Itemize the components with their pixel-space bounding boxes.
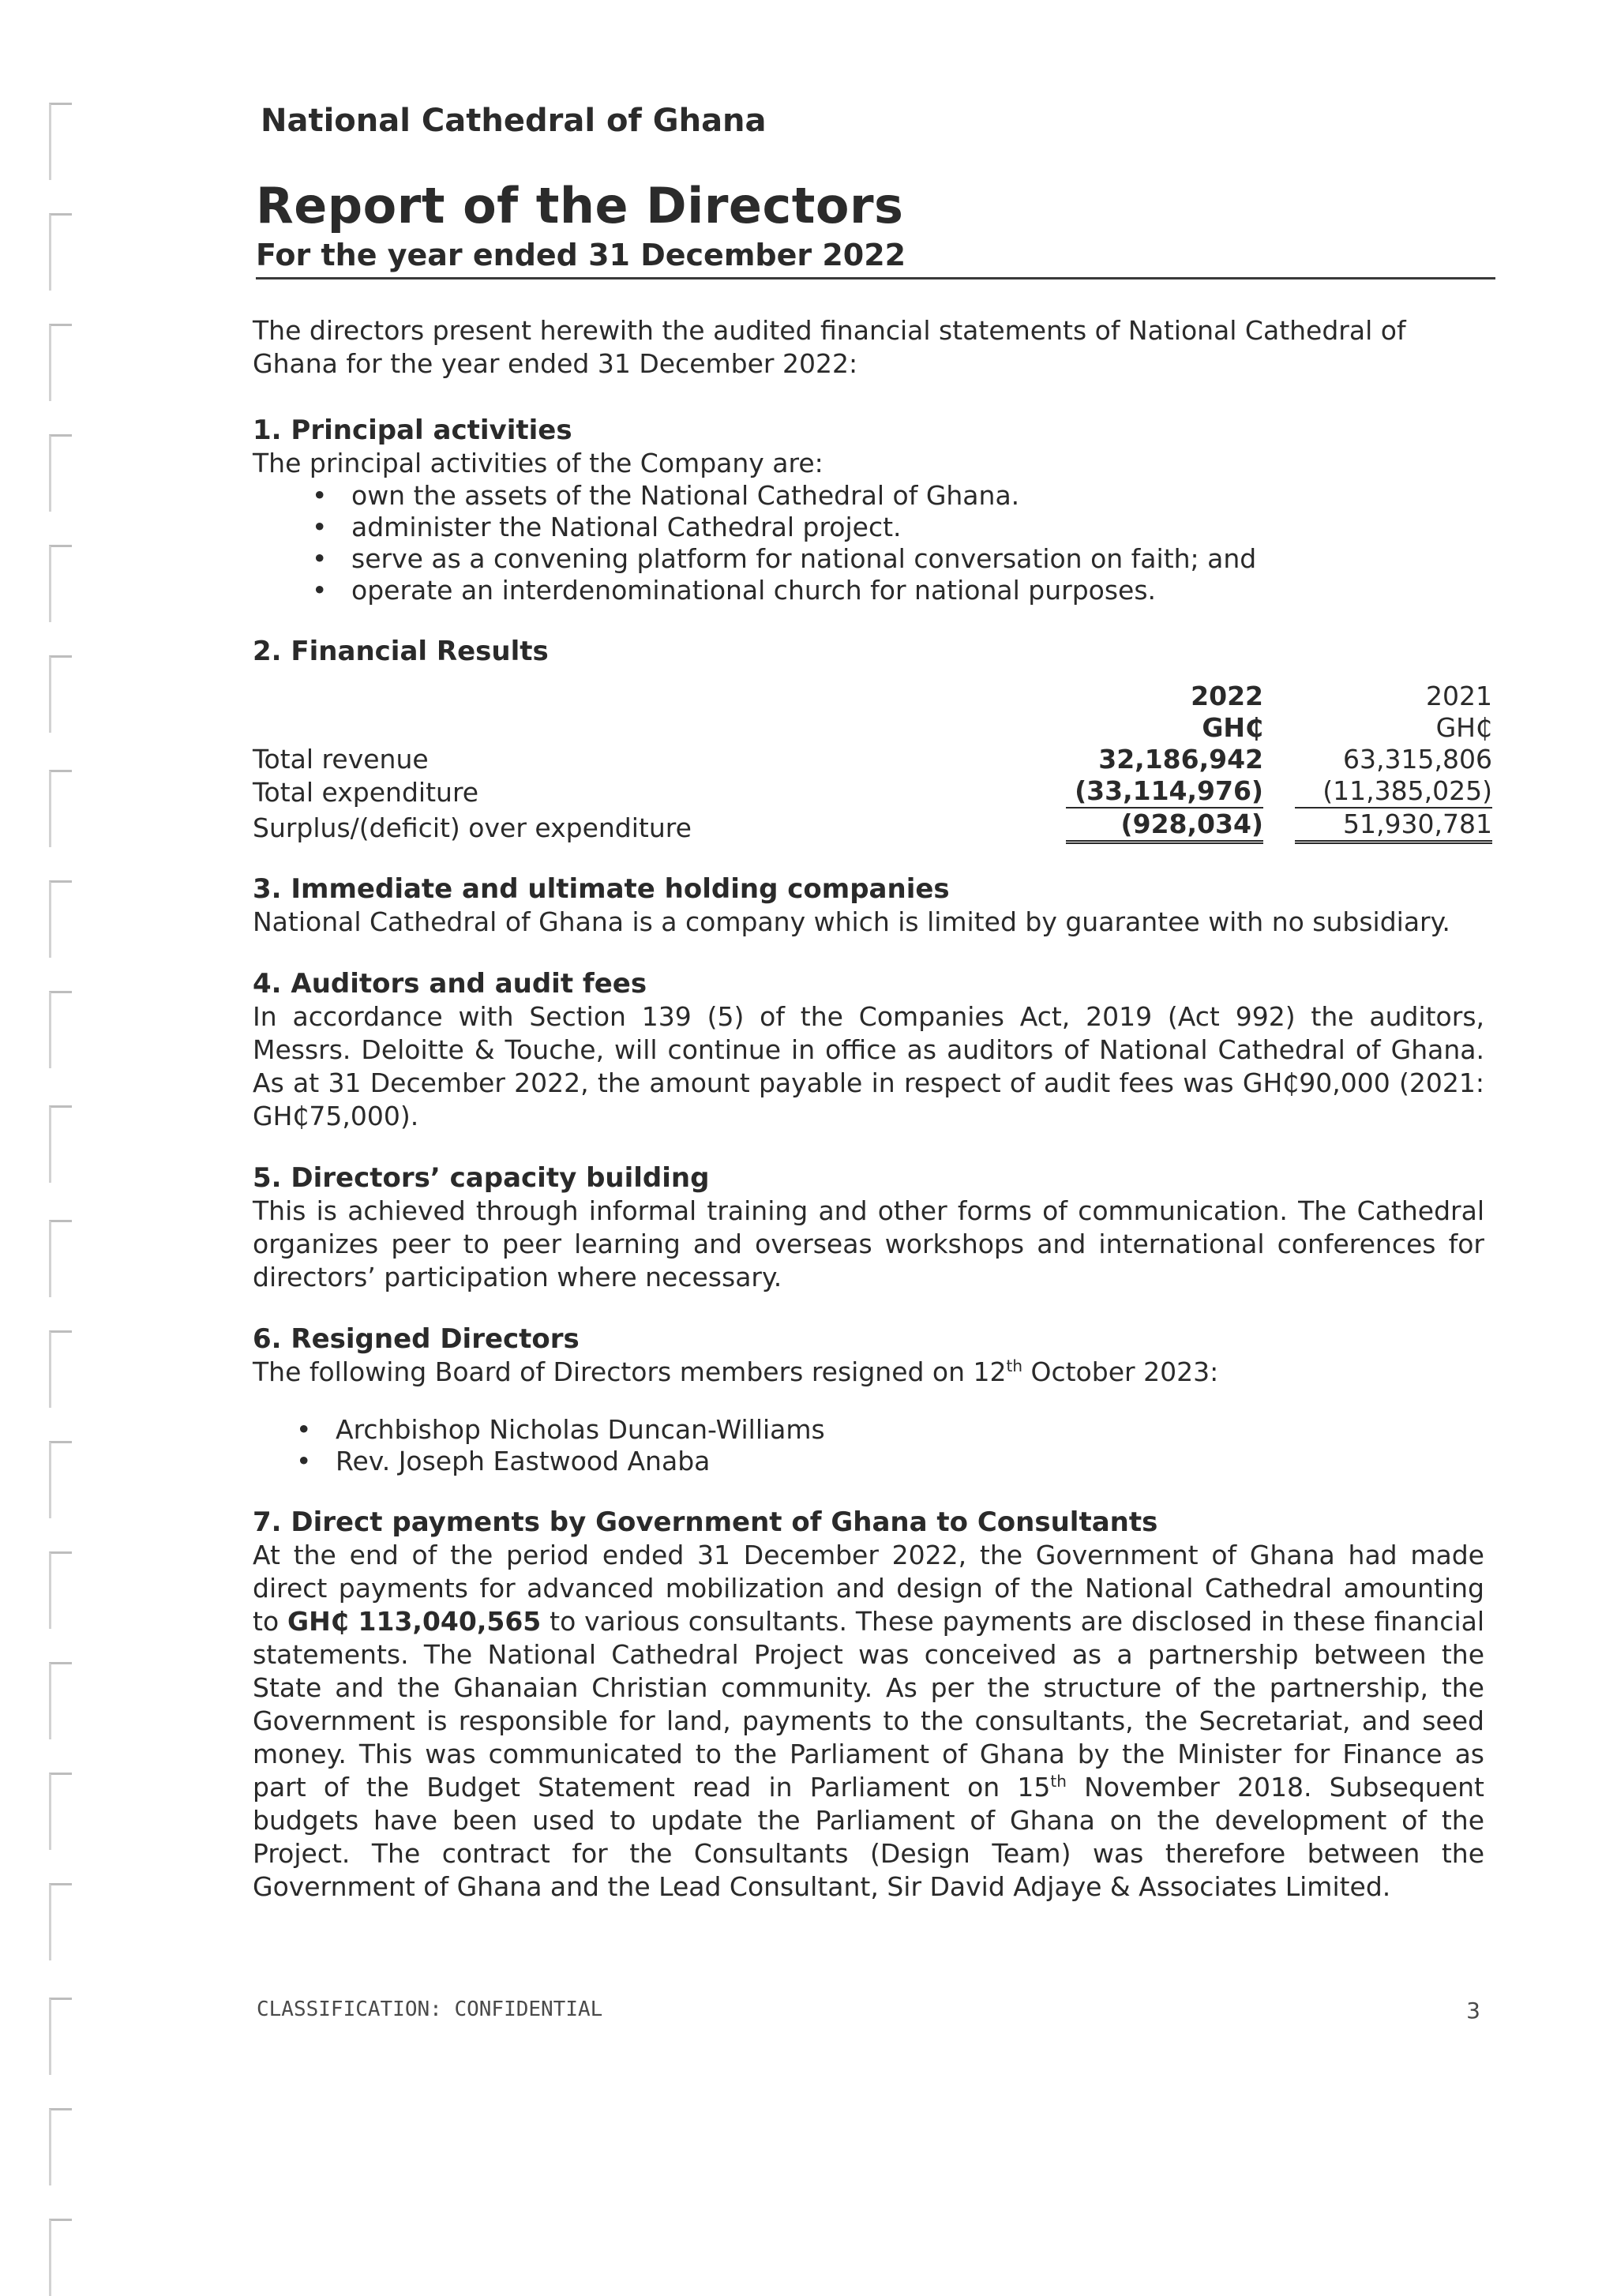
value-2022: 32,186,942	[1098, 744, 1263, 775]
section-capacity-building	[253, 1161, 1484, 1294]
value-2021: 51,930,781	[1295, 808, 1492, 844]
intro-paragraph: The directors present herewith the audited financial statements of National Cathedral of Ghana for the year ended 31 December 2022:	[253, 315, 1406, 379]
list-item: • own the assets of the National Cathedral of Ghana.	[312, 480, 1484, 512]
page-number: 3	[1466, 1998, 1480, 2024]
report-page	[245, 103, 1492, 1932]
list-item: • operate an interdenominational church for national purposes.	[312, 575, 1484, 606]
value-2022: (33,114,976)	[1066, 775, 1263, 808]
page-footer	[257, 1998, 1480, 2024]
section-heading: 7. Direct payments by Government of Ghana to Consultants	[253, 1506, 1158, 1538]
col-2022-header: 2022	[1191, 681, 1263, 711]
section-heading: 4. Auditors and audit fees	[253, 968, 647, 1000]
activities-list	[253, 480, 1484, 606]
section-text: At the end of the period ended 31 December 2022, the Government of Ghana had made direct payments for advanced mobilization and design of the National Cathedral amounting to GH₵ 113,040,565 to various consultants. These payments are disclosed in these financial statements. The National Cathedral Project was conceived as a partnership between the State and the Ghanaian Christian community. As per the structure of the partnership, the Government is responsible for land, payments to the consultants, the Secretariat, and seed money. This was communicated to the Parliament of Ghana by the Minister for Finance as part of the Budget Statement read in Parliament on 15th November 2018. Subsequent budgets have been used to update the Parliament of Ghana on the development of the Project. The contract for the Consultants (Design Team) was therefore between the Government of Ghana and the Lead Consultant, Sir David Adjaye & Associates Limited.	[253, 1540, 1484, 1902]
section-heading: 2. Financial Results	[253, 636, 549, 667]
table-row	[253, 808, 1492, 844]
section-auditors	[253, 967, 1484, 1133]
list-item: • Rev. Joseph Eastwood Anaba	[296, 1446, 1484, 1477]
section-direct-payments	[253, 1506, 1484, 1904]
section-heading: 3. Immediate and ultimate holding companies	[253, 873, 950, 905]
currency-2021: GH₵	[1435, 712, 1492, 743]
report-title: Report of the Directors	[256, 177, 904, 234]
payment-amount: GH₵ 113,040,565	[287, 1606, 542, 1637]
section-principal-activities	[253, 414, 1484, 606]
section-holding-companies	[253, 872, 1484, 939]
currency-2022: GH₵	[1202, 712, 1263, 743]
value-2021: 63,315,806	[1343, 744, 1492, 775]
row-label: Total revenue	[253, 744, 429, 775]
classification-label: CLASSIFICATION: CONFIDENTIAL	[257, 1998, 603, 2021]
row-label: Surplus/(deficit) over expenditure	[253, 812, 692, 843]
list-item: • Archbishop Nicholas Duncan-Williams	[296, 1414, 1484, 1446]
table-row	[253, 744, 1492, 775]
section-resigned-directors	[253, 1322, 1484, 1477]
list-item: • administer the National Cathedral project.	[312, 512, 1484, 543]
row-label: Total expenditure	[253, 777, 479, 808]
table-header-row	[253, 681, 1492, 712]
section-text: This is achieved through informal training and other forms of communication. The Cathedral organizes peer to peer learning and overseas workshops and international conferences for directors’ participation where necessary.	[253, 1195, 1484, 1292]
section-text: In accordance with Section 139 (5) of the Companies Act, 2019 (Act 992) the auditors, Messrs. Deloitte & Touche, will continue in office as auditors of National Cathedral of Ghana. As at 31 December 2022, the amount payable in respect of audit fees was GH₵90,000 (2021: GH₵75,000).	[253, 1001, 1484, 1131]
section-heading: 6. Resigned Directors	[253, 1323, 580, 1355]
section-text: National Cathedral of Ghana is a company which is limited by guarantee with no subsidiary.	[253, 906, 1450, 937]
financial-results-table	[253, 681, 1492, 844]
resigned-directors-list	[253, 1414, 1484, 1477]
list-item: • serve as a convening platform for national conversation on faith; and	[312, 543, 1484, 575]
section-financial-results	[253, 635, 1492, 844]
section-heading: 1. Principal activities	[253, 415, 572, 446]
value-2022: (928,034)	[1066, 808, 1263, 844]
section-lead: The principal activities of the Company are:	[253, 448, 824, 478]
binding-marks	[39, 0, 87, 2287]
value-2021: (11,385,025)	[1295, 775, 1492, 808]
title-divider	[256, 277, 1495, 279]
report-subtitle: For the year ended 31 December 2022	[256, 238, 906, 272]
section-heading: 5. Directors’ capacity building	[253, 1162, 710, 1194]
organization-name: National Cathedral of Ghana	[261, 103, 767, 139]
table-row	[253, 775, 1492, 808]
col-2021-header: 2021	[1426, 681, 1492, 711]
table-currency-row	[253, 712, 1492, 744]
section-lead: The following Board of Directors members resigned on 12th October 2023:	[253, 1356, 1219, 1387]
